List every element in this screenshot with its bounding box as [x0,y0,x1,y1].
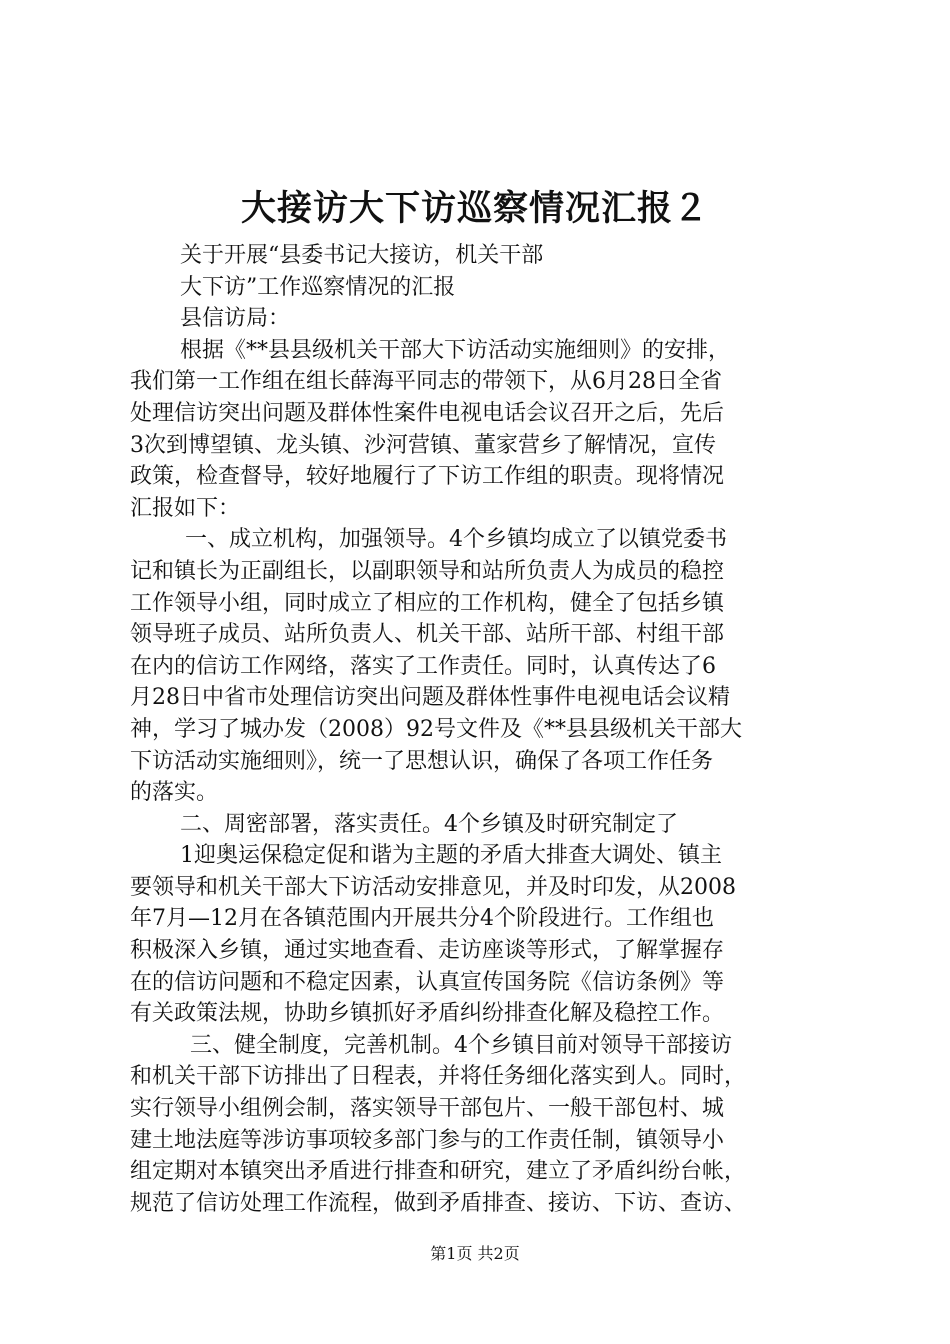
text-line: 处理信访突出问题及群体性案件电视电话会议召开之后，先后 [130,400,725,426]
text-line: 大下访”工作巡察情况的汇报 [180,274,456,300]
text-line: 汇报如下： [130,495,241,521]
text-line: 规范了信访处理工作流程，做到矛盾排查、接访、下访、查访、 [130,1190,747,1216]
text-line: 有关政策法规，协助乡镇抓好矛盾纠纷排查化解及稳控工作。 [130,1001,725,1027]
text-line: 和机关干部下访排出了日程表，并将任务细化落实到人。同时， [130,1064,747,1090]
document-body [130,240,850,1219]
text-line: 3次到博望镇、龙头镇、沙河营镇、董家营乡了解情况，宣传 [130,432,716,458]
text-line: 一、成立机构，加强领导。4个乡镇均成立了以镇党委书 [185,527,727,553]
text-line: 领导班子成员、站所负责人、机关干部、站所干部、村组干部 [130,622,725,648]
text-line: 县信访局： [180,306,291,332]
text-line: 积极深入乡镇，通过实地查看、走访座谈等形式，了解掌握存 [130,938,725,964]
text-line: 要领导和机关干部大下访活动安排意见，并及时印发，从2008 [130,874,736,900]
text-line: 在内的信访工作网络，落实了工作责任。同时，认真传达了6 [130,653,716,679]
document-title: 大接访大下访巡察情况汇报２ [240,188,709,229]
text-line: 组定期对本镇突出矛盾进行排查和研究，建立了矛盾纠纷台帐， [130,1159,747,1185]
text-line: 1迎奥运保稳定促和谐为主题的矛盾大排查大调处、镇主 [180,843,722,869]
text-line: 在的信访问题和不稳定因素，认真宣传国务院《信访条例》等 [130,969,725,995]
text-line: 下访活动实施细则》，统一了思想认识，确保了各项工作任务 [130,748,714,774]
text-line: 根据《**县县级机关干部大下访活动实施细则》的安排， [180,337,731,363]
text-line: 关于开展“县委书记大接访，机关干部 [180,243,544,268]
text-line: 记和镇长为正副组长，以副职领导和站所负责人为成员的稳控 [130,558,725,584]
text-line: 工作领导小组，同时成立了相应的工作机构，健全了包括乡镇 [130,590,725,616]
text-line: 月28日中省市处理信访突出问题及群体性事件电视电话会议精 [130,685,730,711]
page-number-footer: 第1页 共2页 [430,1244,520,1263]
text-line: 的落实。 [130,780,219,806]
text-line: 年7月—12月在各镇范围内开展共分4个阶段进行。工作组也 [130,906,714,932]
text-line: 神，学习了城办发（2008）92号文件及《**县县级机关干部大 [130,716,742,742]
text-line: 实行领导小组例会制，落实领导干部包片、一般干部包村、城 [130,1096,725,1122]
text-line: 三、健全制度，完善机制。4个乡镇目前对领导干部接访 [190,1032,732,1058]
text-line: 二、周密部署，落实责任。4个乡镇及时研究制定了 [180,811,678,837]
text-line: 政策，检查督导，较好地履行了下访工作组的职责。现将情况 [130,464,725,490]
text-line: 建土地法庭等涉访事项较多部门参与的工作责任制，镇领导小 [130,1127,725,1153]
text-line: 我们第一工作组在组长薛海平同志的带领下，从6月28日全省 [130,369,722,395]
